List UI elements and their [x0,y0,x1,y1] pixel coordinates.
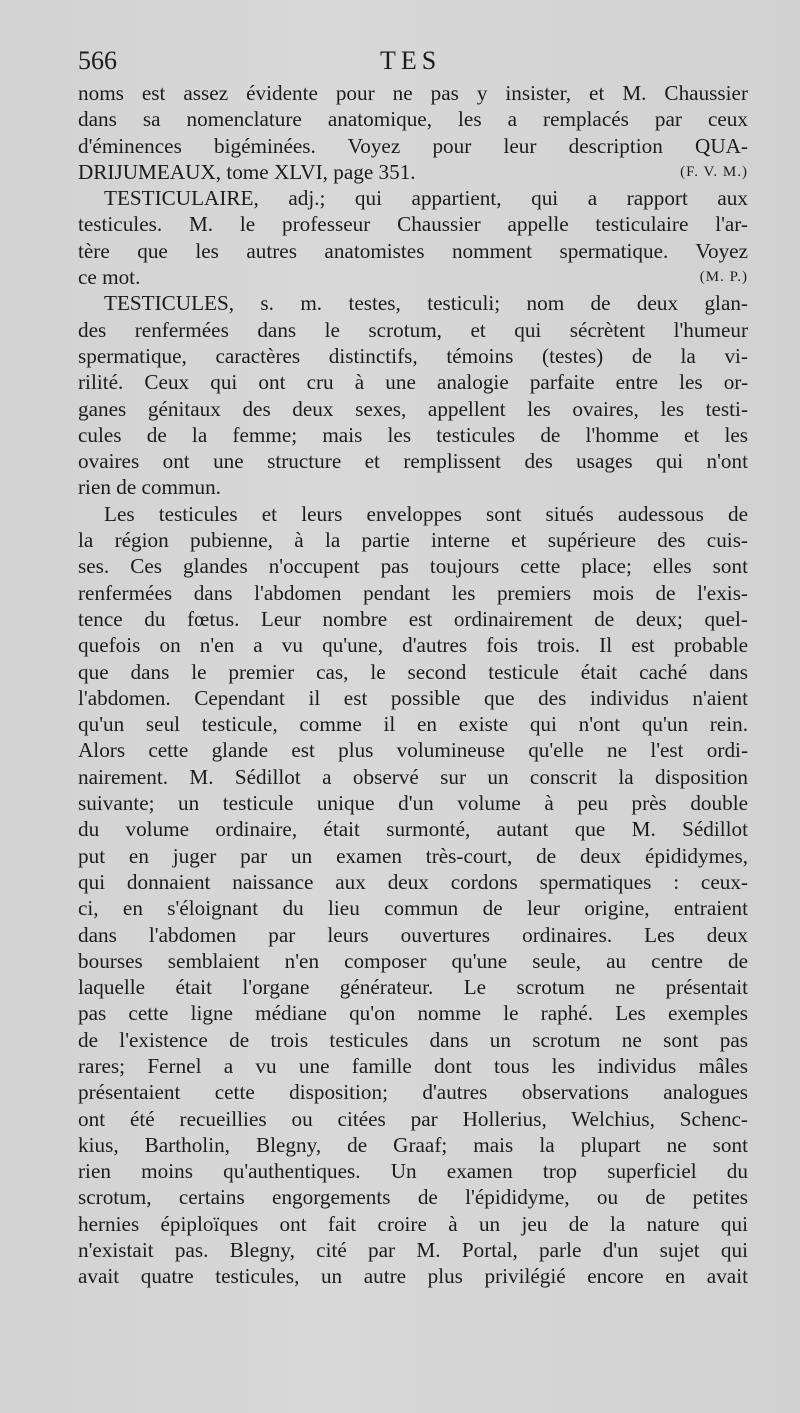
text-line [78,737,748,763]
running-head: TES [380,46,442,75]
text-line [78,159,748,185]
text-line [78,1263,748,1289]
text-line [78,1237,748,1263]
text-line-content: la région pubienne, à la partie interne et supérieure des cuis- [78,528,748,553]
text-line [78,448,748,474]
text-line-content: TESTICULAIRE, adj.; qui appartient, qui a rapport aux [104,186,748,211]
text-line [78,1000,748,1026]
text-line [78,764,748,790]
text-line-content: quefois on n'en a vu qu'une, d'autres fois trois. Il est probable [78,633,748,658]
text-line [78,422,748,448]
text-line-content: dans sa nomenclature anatomique, les a remplacés par ceux [78,107,748,132]
text-line [78,106,748,132]
text-line [78,133,748,159]
text-line-content: rares; Fernel a vu une famille dont tous les individus mâles [78,1053,748,1078]
text-line-content: que dans le premier cas, le second testicule était caché dans [78,659,748,684]
text-line [78,632,748,658]
text-line [78,185,748,211]
author-signature: (M. P.) [699,269,748,286]
text-line-content: TESTICULES, s. m. testes, testiculi; nom de deux glan- [104,291,748,316]
text-line [78,1211,748,1237]
text-line [78,895,748,921]
text-line [78,80,748,106]
text-line [78,317,748,343]
text-line-content: nairement. M. Sédillot a observé sur un conscrit la disposition [78,764,748,789]
text-line-content: bourses semblaient n'en composer qu'une seule, au centre de [78,948,748,973]
text-line [78,369,748,395]
text-line-content: noms est assez évidente pour ne pas y insister, et M. Chaussier [78,81,748,105]
text-line [78,922,748,948]
text-line [78,606,748,632]
text-line-content: ci, en s'éloignant du lieu commun de leur origine, entraient [78,896,748,921]
text-line [78,1184,748,1210]
text-line-content: renfermées dans l'abdomen pendant les premiers mois de l'exis- [78,580,748,605]
text-line-content: qui donnaient naissance aux deux cordons spermatiques : ceux- [78,869,748,894]
text-line-content: de l'existence de trois testicules dans un scrotum ne sont pas [78,1027,748,1052]
page-header [78,46,748,80]
text-line [78,1106,748,1132]
text-line-content: n'existait pas. Blegny, cité par M. Portal, parle d'un sujet qui [78,1238,748,1263]
text-line [78,290,748,316]
text-line [78,711,748,737]
text-line-content: scrotum, certains engorgements de l'épididyme, ou de petites [78,1185,748,1210]
text-line [78,343,748,369]
text-line [78,843,748,869]
text-line-content: rien de commun. [78,475,221,500]
author-signature: (F. V. M.) [680,163,748,180]
text-line [78,1132,748,1158]
text-line [78,396,748,422]
text-line [78,685,748,711]
text-line-content: avait quatre testicules, un autre plus privilégié encore en avait [78,1264,748,1289]
text-line-content: testicules. M. le professeur Chaussier appelle testiculaire l'ar- [78,212,748,237]
text-line-content: cules de la femme; mais les testicules de l'homme et les [78,422,748,447]
text-line-content: rilité. Ceux qui ont cru à une analogie parfaite entre les or- [78,370,748,395]
text-line-content: ont été recueillies ou citées par Hollerius, Welchius, Schenc- [78,1106,748,1131]
text-line-content: des renfermées dans le scrotum, et qui sécrètent l'humeur [78,317,748,342]
text-line-content: pas cette ligne médiane qu'on nomme le raphé. Les exemples [78,1001,748,1026]
text-line [78,659,748,685]
text-line-content: suivante; un testicule unique d'un volume à peu près double [78,791,748,816]
text-line-content: ovaires ont une structure et remplissent des usages qui n'ont [78,449,748,474]
text-line-content: ganes génitaux des deux sexes, appellent les ovaires, les testi- [78,396,748,421]
page-number: 566 [78,46,117,75]
text-line-content: dans l'abdomen par leurs ouvertures ordinaires. Les deux [78,922,748,947]
text-line [78,1053,748,1079]
text-line-content: rien moins qu'authentiques. Un examen trop superficiel du [78,1159,748,1184]
text-line-content: d'éminences bigéminées. Voyez pour leur description QUA- [78,133,748,158]
text-line-content: ses. Ces glandes n'occupent pas toujours cette place; elles sont [78,554,748,579]
text-line-content: Les testicules et leurs enveloppes sont situés audessous de [104,501,748,526]
text-line-content: spermatique, caractères distinctifs, témoins (testes) de la vi- [78,343,748,368]
text-line-content: kius, Bartholin, Blegny, de Graaf; mais la plupart ne sont [78,1132,748,1157]
text-line [78,527,748,553]
text-line [78,474,748,500]
text-line [78,501,748,527]
text-line [78,580,748,606]
text-line [78,238,748,264]
text-line [78,816,748,842]
text-line-content: du volume ordinaire, était surmonté, autant que M. Sédillot [78,817,748,842]
body-text [78,80,748,1290]
text-line-content: hernies épiploïques ont fait croire à un jeu de la nature qui [78,1211,748,1236]
text-line-content: qu'un seul testicule, comme il en existe qui n'ont qu'un rein. [78,712,748,737]
text-line [78,211,748,237]
text-line-content: DRIJUMEAUX, tome XLVI, page 351. [78,159,416,184]
text-line-content: Alors cette glande est plus volumineuse qu'elle ne l'est ordi- [78,738,748,763]
text-line [78,1079,748,1105]
text-line [78,790,748,816]
text-line [78,264,748,290]
text-line-content: put en juger par un examen très-court, de deux épididymes, [78,843,748,868]
text-line [78,974,748,1000]
text-line [78,948,748,974]
text-line-content: ce mot. [78,265,141,290]
text-line [78,553,748,579]
text-line [78,869,748,895]
text-line-content: tence du fœtus. Leur nombre est ordinairement de deux; quel- [78,606,748,631]
text-line-content: tère que les autres anatomistes nomment spermatique. Voyez [78,238,748,263]
text-line [78,1027,748,1053]
text-line-content: laquelle était l'organe générateur. Le scrotum ne présentait [78,975,748,1000]
text-line-content: l'abdomen. Cependant il est possible que des individus n'aient [78,685,748,710]
text-line [78,1158,748,1184]
text-line-content: présentaient cette disposition; d'autres observations analogues [78,1080,748,1105]
